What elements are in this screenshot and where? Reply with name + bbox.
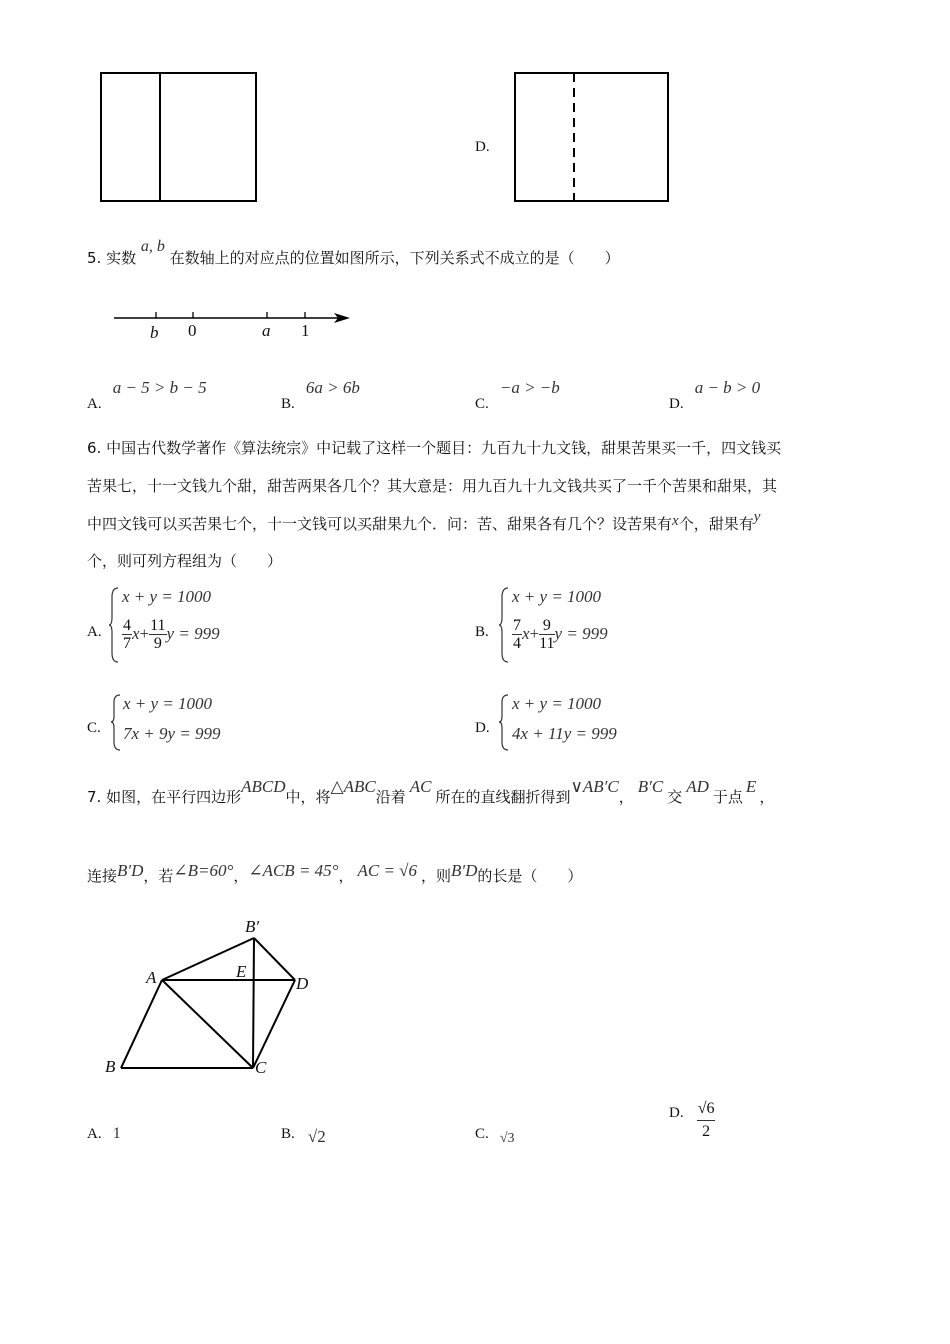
q7-option-d-num: √6 — [697, 1098, 716, 1121]
q7-label-b-prime: B′ — [245, 917, 260, 936]
q6-line3-b: 个，甜果有 — [678, 515, 754, 533]
q6-line-4: 个，则可列方程组为（ ） — [87, 552, 283, 570]
q7-option-c-value: √3 — [499, 1131, 515, 1146]
q7-label-a: A — [146, 968, 157, 987]
q6-option-a-label[interactable]: A. — [87, 624, 102, 640]
q7-option-a[interactable] — [87, 1123, 121, 1143]
q7-option-d-den: 2 — [702, 1123, 711, 1140]
q6-b-n1: 7 — [513, 617, 521, 634]
q6-b-d2: 11 — [539, 635, 555, 652]
q6-b-d1: 4 — [513, 635, 521, 652]
q6-a-n1: 4 — [123, 617, 131, 634]
q6-option-d-eq1: x + y = 1000 — [512, 694, 602, 713]
q7-option-c-label: C. — [475, 1126, 489, 1142]
q7-m7: E — [745, 777, 757, 796]
q5-text-after: 在数轴上的对应点的位置如图所示，下列关系式不成立的是（ ） — [169, 249, 620, 267]
q5-option-b[interactable] — [281, 378, 360, 412]
q5-option-c-label: C. — [475, 396, 489, 412]
q7-option-d[interactable] — [669, 1098, 715, 1143]
q7-option-a-label: A. — [87, 1126, 102, 1142]
q4-option-d-figure — [515, 73, 668, 201]
q7-m5: B′C — [637, 777, 664, 796]
q6-option-c-label[interactable]: C. — [87, 720, 101, 736]
q6-number: 6. — [87, 439, 102, 457]
q6-option-b-system — [498, 585, 668, 665]
q5-axis-label-b: b — [150, 323, 159, 342]
q6-option-d-label[interactable]: D. — [475, 720, 490, 736]
q6-option-c-eq2: 7x + 9y = 999 — [123, 724, 221, 743]
q5-option-c[interactable] — [475, 378, 560, 412]
q6-a-d2: 9 — [153, 635, 162, 652]
q5-option-a[interactable] — [87, 378, 207, 412]
q7-t4: 所在的直线翻折得到 — [435, 788, 571, 806]
q7-m6: AD — [686, 777, 709, 796]
q7-l2-t1: 连接 — [87, 867, 118, 885]
q6-option-b-brace — [498, 587, 510, 663]
q4-option-d-label: D. — [475, 139, 490, 155]
q7-option-b[interactable] — [281, 1123, 326, 1146]
q6-option-d-system — [498, 692, 668, 752]
q7-option-a-value: 1 — [112, 1125, 121, 1142]
q7-label-c: C — [255, 1058, 267, 1077]
q6-option-b-eq2 — [512, 617, 608, 652]
q6-b-rhs: y = 999 — [554, 624, 608, 643]
q7-option-d-label: D. — [669, 1105, 684, 1121]
q6-a-x: x — [132, 624, 140, 643]
q7-t6: 交 — [667, 788, 683, 806]
q5-option-a-label: A. — [87, 396, 102, 412]
q6-option-a-eq2 — [122, 617, 220, 652]
q5-text-before: 实数 — [106, 249, 137, 267]
q6-option-d-brace — [498, 694, 510, 752]
q7-t1: 如图，在平行四边形 — [106, 788, 242, 806]
q5-option-b-label: B. — [281, 396, 295, 412]
q7-l2-t6: 的长是（ ） — [477, 867, 583, 885]
q6-line3-a: 中四文钱可以买苦果七个，十一文钱可以买甜果九个．问：苦、甜果各有几个？设苦果有 — [87, 515, 673, 533]
q5-axis-label-a: a — [262, 321, 271, 340]
q7-m1: ABCD — [241, 777, 286, 796]
q7-m3: AC — [409, 777, 432, 796]
q7-m4: ∨AB′C — [570, 777, 619, 796]
q6-option-a-system — [108, 585, 268, 665]
q4-option-c-figure — [101, 73, 256, 201]
q5-option-d[interactable] — [669, 378, 761, 412]
q7-l2-m5: B′D — [451, 861, 478, 880]
q7-l2-m2: ∠B=60° — [173, 861, 234, 880]
q7-option-b-value: √2 — [307, 1127, 326, 1146]
q7-label-e: E — [236, 962, 247, 981]
q5-stem — [87, 238, 620, 269]
q6-option-b-eq1: x + y = 1000 — [512, 587, 602, 606]
q6-option-c-brace — [110, 694, 122, 752]
q7-number: 7. — [87, 788, 102, 806]
q7-m2: △ABC — [330, 777, 376, 796]
q7-option-c[interactable] — [475, 1123, 515, 1146]
q6-option-d-eq2: 4x + 11y = 999 — [512, 724, 617, 743]
q5-number-line — [100, 300, 370, 350]
q6-a-rhs: y = 999 — [166, 624, 220, 643]
q5-vars: a, b — [140, 238, 165, 255]
q6-a-plus: + — [139, 624, 150, 643]
q7-l2-t5: ，则 — [421, 867, 452, 885]
q5-option-a-expr: a − 5 > b − 5 — [112, 378, 207, 397]
q7-l2-t3: ， — [233, 867, 249, 885]
q6-b-n2: 9 — [539, 617, 554, 635]
q6-b-plus: + — [529, 624, 540, 643]
q7-l2-m4: AC = √6 — [357, 861, 418, 880]
q7-stem-line-2 — [87, 861, 583, 886]
q6-line-1 — [87, 438, 781, 458]
q6-b-x: x — [522, 624, 530, 643]
q6-line-2: 苦果七，十一文钱九个甜，甜苦两果各几个？其大意是：用九百九十九文钱共买了一千个苦果和甜果，其 — [87, 477, 778, 495]
q7-option-b-label: B. — [281, 1126, 295, 1142]
q7-t8: ， — [759, 788, 775, 806]
q5-option-d-label: D. — [669, 396, 684, 412]
q7-t7: 于点 — [712, 788, 743, 806]
q5-axis-label-0: 0 — [188, 321, 197, 340]
q7-stem-line-1 — [87, 777, 775, 807]
q6-a-n2: 11 — [150, 617, 166, 634]
q7-label-d: D — [296, 974, 309, 993]
q7-l2-m3: ∠ACB = 45° — [248, 861, 339, 880]
q7-figure — [95, 910, 335, 1085]
q7-label-b: B — [105, 1057, 116, 1076]
q5-number: 5. — [87, 249, 102, 267]
q6-option-b-label[interactable]: B. — [475, 624, 489, 640]
q4-figures — [0, 0, 950, 210]
q5-option-c-expr: −a > −b — [499, 378, 560, 397]
q7-l2-t4: ， — [338, 867, 354, 885]
q6-line1-text: 中国古代数学著作《算法统宗》中记载了这样一个题目：九百九十九文钱，甜果苦果买一千，四文钱买 — [106, 439, 782, 457]
q6-option-a-brace — [108, 587, 120, 663]
q7-l2-m1: B′D — [117, 861, 144, 880]
q6-a-d1: 7 — [123, 635, 131, 652]
q5-option-d-expr: a − b > 0 — [694, 378, 761, 397]
q7-l2-t2: ，若 — [143, 867, 174, 885]
q6-line-3 — [87, 509, 761, 535]
q5-option-b-expr: 6a > 6b — [305, 378, 360, 397]
q7-t2: 中，将 — [285, 788, 331, 806]
q6-option-a-eq1: x + y = 1000 — [122, 587, 212, 606]
q5-axis-label-1: 1 — [301, 321, 310, 340]
q6-option-c-eq1: x + y = 1000 — [123, 694, 213, 713]
q6-var-x: x — [672, 513, 679, 529]
q6-var-y: y — [753, 509, 761, 525]
q6-option-c-system — [110, 692, 270, 752]
q7-t3: 沿着 — [375, 788, 406, 806]
q7-t5: ， — [618, 788, 634, 806]
